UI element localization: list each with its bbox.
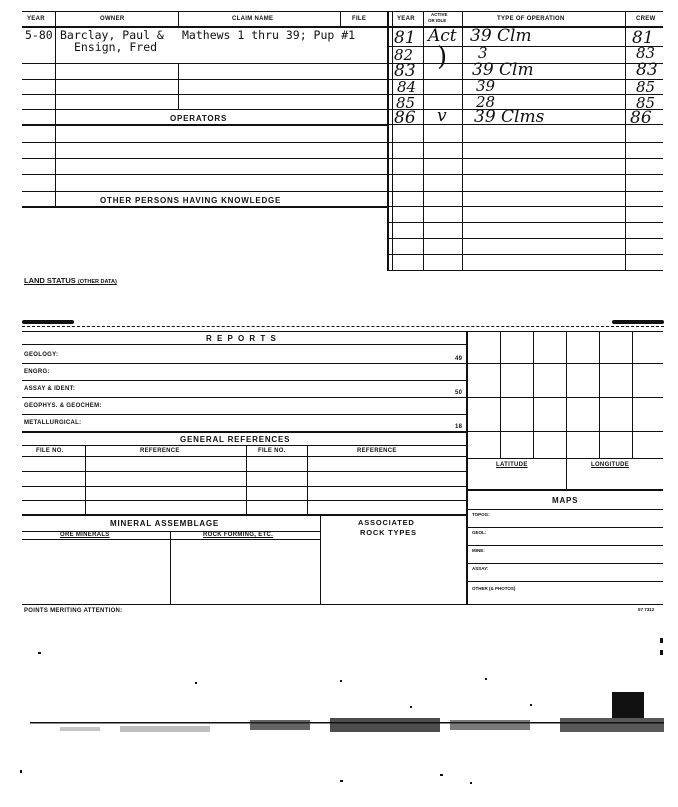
- op-active: Act: [428, 26, 457, 46]
- map-mine: MINE:: [472, 548, 485, 553]
- form-number: 57 7312: [638, 607, 655, 612]
- op-year: 82: [394, 46, 414, 64]
- owner-entry-name-line2: Ensign, Fred: [74, 40, 158, 54]
- map-assay: ASSAY:: [472, 566, 489, 571]
- op-crew: 85: [636, 94, 656, 112]
- header-claim-name: CLAIM NAME: [232, 16, 274, 22]
- owner-entry-claim: Mathews 1 thru 39; Pup #1: [182, 28, 356, 42]
- ref-file-no-1: FILE NO.: [36, 448, 64, 454]
- report-metallurgical: METALLURGICAL:: [24, 420, 82, 426]
- op-year: 81: [394, 28, 416, 48]
- section-mineral-assemblage: MINERAL ASSEMBLAGE: [110, 519, 220, 528]
- section-maps: MAPS: [552, 496, 579, 505]
- latitude-label: LATITUDE: [496, 462, 528, 468]
- op-crew: 86: [630, 108, 652, 128]
- map-other: OTHER (& PHOTOS): [472, 586, 516, 591]
- map-topog: TOPOG:: [472, 512, 490, 517]
- op-type: 39 Clm: [472, 60, 534, 80]
- op-type: 39 Clm: [470, 26, 532, 46]
- op-type: 3: [478, 44, 488, 62]
- map-geol: GEOL:: [472, 530, 487, 535]
- op-type: 39 Clms: [474, 107, 545, 127]
- op-crew: 85: [636, 78, 656, 96]
- header-or-idle: OR IDLE: [428, 18, 447, 23]
- owner-entry-year: 5-80: [25, 28, 53, 42]
- owner-entry-name-line1: Barclay, Paul &: [60, 28, 164, 42]
- report-metallurgical-num: 18: [455, 424, 463, 430]
- report-assay: ASSAY & IDENT:: [24, 386, 76, 392]
- section-points-meriting: POINTS MERITING ATTENTION:: [24, 608, 123, 614]
- report-assay-num: 50: [455, 390, 463, 396]
- associated-line1: ASSOCIATED: [358, 518, 415, 527]
- op-crew: 81: [632, 28, 654, 48]
- section-general-references: GENERAL REFERENCES: [180, 435, 291, 444]
- header-owner: OWNER: [100, 16, 125, 22]
- section-operators: OPERATORS: [170, 114, 228, 123]
- bracket-mark: ): [437, 42, 448, 72]
- op-type: 39: [476, 77, 496, 95]
- header-crew: CREW: [636, 16, 656, 22]
- header-year: YEAR: [27, 16, 45, 22]
- section-other-persons: OTHER PERSONS HAVING KNOWLEDGE: [100, 196, 282, 205]
- report-geology-num: 49: [455, 356, 463, 362]
- op-active: v: [437, 106, 447, 126]
- op-crew: 83: [636, 60, 658, 80]
- longitude-label: LONGITUDE: [591, 462, 630, 468]
- mineral-rock: ROCK FORMING, ETC.: [203, 532, 274, 538]
- op-crew: 83: [636, 44, 656, 62]
- associated-line2: ROCK TYPES: [360, 528, 417, 537]
- header-file: FILE: [352, 16, 367, 22]
- section-land-status: LAND STATUS (OTHER DATA): [24, 276, 117, 285]
- ref-reference-1: REFERENCE: [140, 448, 180, 454]
- section-reports: R E P O R T S: [206, 334, 278, 343]
- header-active: ACTIVE: [431, 12, 448, 17]
- ref-file-no-2: FILE NO.: [258, 448, 286, 454]
- op-year: 84: [397, 78, 417, 96]
- scan-noise: [0, 630, 678, 807]
- header-type-of-operation: TYPE OF OPERATION: [497, 16, 565, 22]
- ref-reference-2: REFERENCE: [357, 448, 397, 454]
- header-year-right: YEAR: [397, 16, 415, 22]
- op-type: 28: [476, 93, 496, 111]
- report-geophys: GEOPHYS. & GEOCHEM:: [24, 403, 102, 409]
- op-year: 85: [396, 94, 416, 112]
- report-geology: GEOLOGY:: [24, 352, 59, 358]
- mineral-ore: ORE MINERALS: [60, 532, 110, 538]
- report-engrg: ENGRG:: [24, 369, 50, 375]
- op-year: 86: [394, 108, 416, 128]
- op-year: 83: [394, 61, 416, 81]
